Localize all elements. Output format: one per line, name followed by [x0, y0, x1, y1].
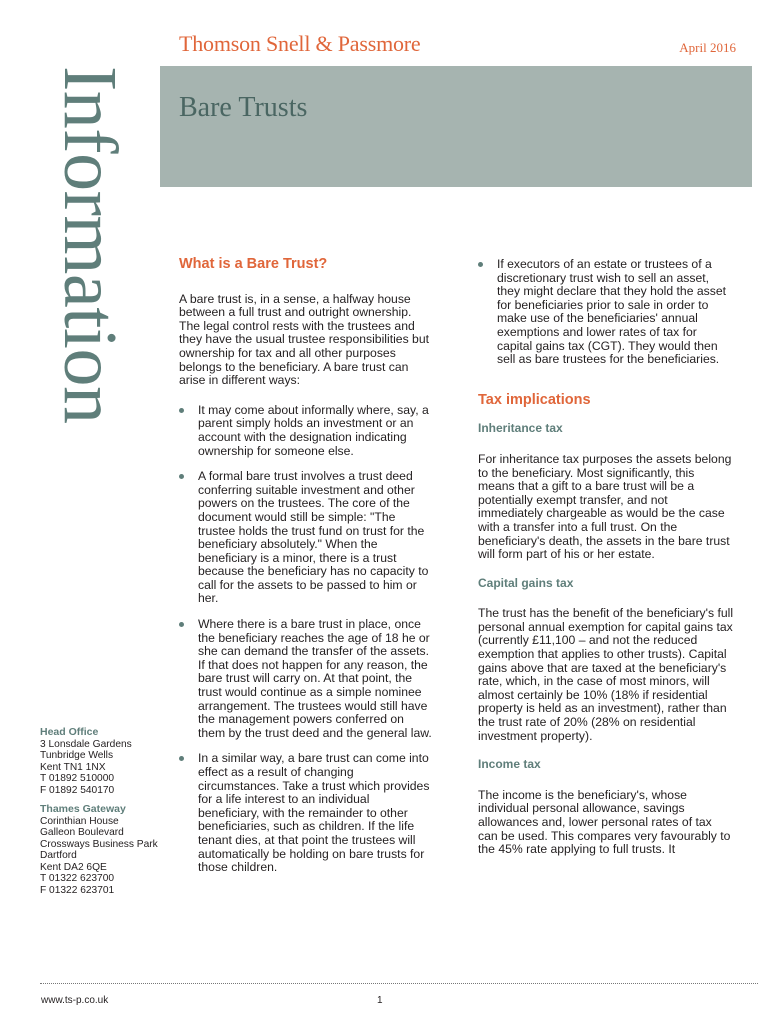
head-office-label: Head Office	[40, 726, 99, 738]
income-paragraph: The income is the beneficiary's, whose individual personal allowance, savings allowances and, lower personal rates of tax can be used. This compares very favourably to the 45% rate applying to full trusts. It	[478, 787, 731, 857]
subheading-income-tax: Income tax	[478, 757, 541, 772]
list-item: A formal bare trust involves a trust deed conferring suitable investment and other powers on the trustees. The core of the document would still be simple: "The trustee holds the trust fund on trust for the beneficiary absolutely." When the beneficiary is a minor, there is a trust because the beneficiary has no capacity to call for the assets to be passed to him or her.	[179, 470, 434, 606]
bullet-icon	[179, 408, 184, 413]
bullet-list	[478, 258, 734, 367]
address-line: Crossways Business Park	[40, 838, 158, 850]
inheritance-paragraph: For inheritance tax purposes the assets belong to the beneficiary. Most significantly, this means that a gift to a bare trust will be a potentially exempt transfer, and not immediately chargeable as would be the case with a transfer into a full trust. On the beneficiary's death, the assets in the bare trust will form part of his or her estate.	[478, 451, 732, 562]
phone-line: T 01322 623700	[40, 873, 115, 884]
cgt-paragraph: The trust has the benefit of the beneficiary's full personal annual exemption for capital gains tax (currently £11,100 – and not the reduced exemption that applies to other trusts). Capital gains above that are taxed at the beneficiary's rate, which, in the case of most minors, will almost certainly be 10% (18% if residential property is held as an investment), rather than the trust rate of 20% (28% on residential investment property).	[478, 606, 734, 743]
bullet-icon	[179, 622, 184, 627]
page-number: 1	[377, 995, 383, 1006]
section-heading-what-is: What is a Bare Trust?	[179, 256, 328, 272]
address-line: Kent DA2 6QE	[40, 861, 107, 873]
address-line: Corinthian House	[40, 815, 119, 827]
list-item: In a similar way, a bare trust can come into effect as a result of changing circumstances. Take a trust which provides for a life interest to an individual beneficiary, with the remainder to other beneficiaries, such as children. If the life tenant dies, at that point the trustees will automatically be holding on bare trusts for those children.	[179, 752, 434, 874]
footer-divider	[40, 983, 758, 984]
list-item: It may come about informally where, say, a parent simply holds an investment or an account with the designation indicating ownership for someone else.	[179, 404, 434, 458]
address-line: 3 Lonsdale Gardens	[40, 738, 132, 750]
vertical-title: Information	[48, 66, 132, 424]
left-column	[179, 258, 434, 875]
bullet-icon	[179, 474, 184, 479]
address-line: Tunbridge Wells	[40, 750, 114, 761]
bullet-icon	[478, 262, 483, 267]
title-banner	[160, 66, 752, 187]
list-item: If executors of an estate or trustees of a discretionary trust wish to sell an asset, they might declare that they hold the asset for beneficiaries prior to sale in order to make use of the beneficiaries' annual exemptions and lower rates of tax for capital gains tax (CGT). They would then sell as bare trustees for the beneficiaries.	[478, 258, 734, 367]
address-line: Dartford	[40, 850, 77, 861]
office-addresses	[40, 727, 170, 896]
section-heading-tax: Tax implications	[478, 391, 591, 408]
publication-date: April 2016	[679, 40, 736, 55]
address-line: Kent TN1 1NX	[40, 761, 106, 773]
vertical-title-container	[50, 66, 130, 526]
bullet-icon	[179, 756, 184, 761]
fax-line: F 01322 623701	[40, 884, 115, 896]
footer-website-link[interactable]: www.ts-p.co.uk	[41, 995, 109, 1006]
right-column	[478, 258, 734, 857]
thames-gateway-label: Thames Gateway	[40, 803, 126, 815]
phone-line: T 01892 510000	[40, 773, 115, 784]
firm-logo: Thomson Snell & Passmore	[179, 31, 421, 56]
document-title: Bare Trusts	[179, 92, 308, 123]
list-item: Where there is a bare trust in place, once the beneficiary reaches the age of 18 he or she can demand the transfer of the assets. If that does not happen for any reason, the bare trust will carry on. At that point, the trust would continue as a simple nominee arrangement. The trustees would still have the management powers conferred on them by the trust deed and the general law.	[179, 618, 434, 740]
intro-paragraph: A bare trust is, in a sense, a halfway house between a full trust and outright ownership. The legal control rests with the trustees and they have the usual trustee responsibilities but ownership for tax and all other purposes belongs to the beneficiary. A bare trust can arise in different ways:	[179, 291, 429, 388]
subheading-inheritance-tax: Inheritance tax	[478, 421, 563, 436]
subheading-capital-gains-tax: Capital gains tax	[478, 575, 574, 590]
address-line: Galleon Boulevard	[40, 827, 124, 838]
fax-line: F 01892 540170	[40, 784, 115, 796]
bullet-list	[179, 404, 434, 875]
